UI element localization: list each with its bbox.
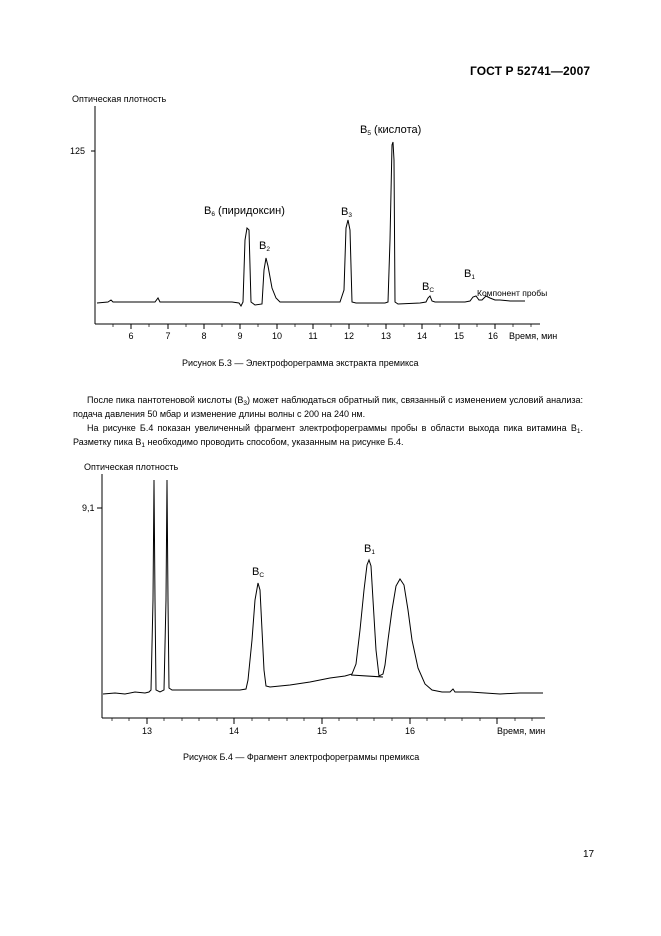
fig3-xlabel: Время, мин: [509, 331, 558, 341]
fig4-ylabel: Оптическая плотность: [84, 462, 179, 472]
paragraph-1: После пика пантотеновой кислоты $(B_3)$ может наблюдаться обратный пик, связанный с изменением условий анализа: подача давления 50 мбар и изменение длины волны с 200 на 240 нм.: [73, 395, 583, 419]
fig4-xtick-label: 16: [404, 726, 416, 736]
page-number: 17: [583, 849, 595, 860]
fig3-xtick-label: 7: [165, 331, 171, 341]
fig4-xtick-label: 13: [141, 726, 153, 736]
fig3-xtick-label: 16: [487, 331, 499, 341]
fig3-xtick-label: 11: [308, 331, 318, 341]
document-standard-number: ГОСТ Р 52741—2007: [470, 64, 591, 78]
fig3-ytick-label: 125: [70, 146, 86, 156]
fig3-xtick-label: 9: [237, 331, 243, 341]
fig3-caption: Рисунок Б.3 — Электрофореграмма экстракта премикса: [182, 358, 419, 368]
fig3-xtick-label: 8: [201, 331, 207, 341]
fig3-peak-label-b5: $B_5$ (кислота): [360, 124, 422, 137]
fig3-peak-label-b2: $B_2$: [259, 240, 270, 253]
fig4-xtick-label: 14: [228, 726, 240, 736]
fig4-xtick-label: 15: [316, 726, 328, 736]
fig4-peak-label-b1: $B_1$: [364, 543, 375, 556]
fig4-xtick-marks: [147, 718, 497, 724]
fig3-peak-label-b6: $B_6$ (пиридоксин): [204, 205, 285, 218]
fig3-xtick-label: 6: [128, 331, 134, 341]
fig3-xtick-label: 14: [416, 331, 428, 341]
fig4-trace: [103, 480, 543, 694]
paragraph-2: На рисунке Б.4 показан увеличенный фрагмент электрофореграммы пробы в области выхода пика витамина $B_1$. Разметку пика $B_1$ необходимо проводить способом, указанным на рисунке Б.4.: [73, 423, 583, 449]
fig4-b1-baseline: [351, 675, 383, 677]
fig3-xtick-label: 10: [271, 331, 283, 341]
fig3-xtick-label: 12: [343, 331, 355, 341]
fig3-peak-label-b1: $B_1$: [464, 268, 475, 281]
fig3-xtick-label: 13: [380, 331, 392, 341]
fig4-caption: Рисунок Б.4 — Фрагмент электрофореграммы премикса: [183, 752, 420, 762]
fig3-peak-label-b3: $B_3$: [341, 206, 352, 219]
fig4-ytick-label: 9,1: [82, 503, 95, 513]
fig3-peak-label-bc: $B_C$: [422, 281, 435, 294]
fig4-xlabel: Время, мин: [497, 726, 546, 736]
fig3-xtick-label: 15: [453, 331, 465, 341]
fig4-peak-label-bc: $B_C$: [252, 566, 265, 579]
fig3-peak-label-component: Компонент пробы: [477, 288, 548, 298]
fig3-ylabel: Оптическая плотность: [72, 94, 167, 104]
